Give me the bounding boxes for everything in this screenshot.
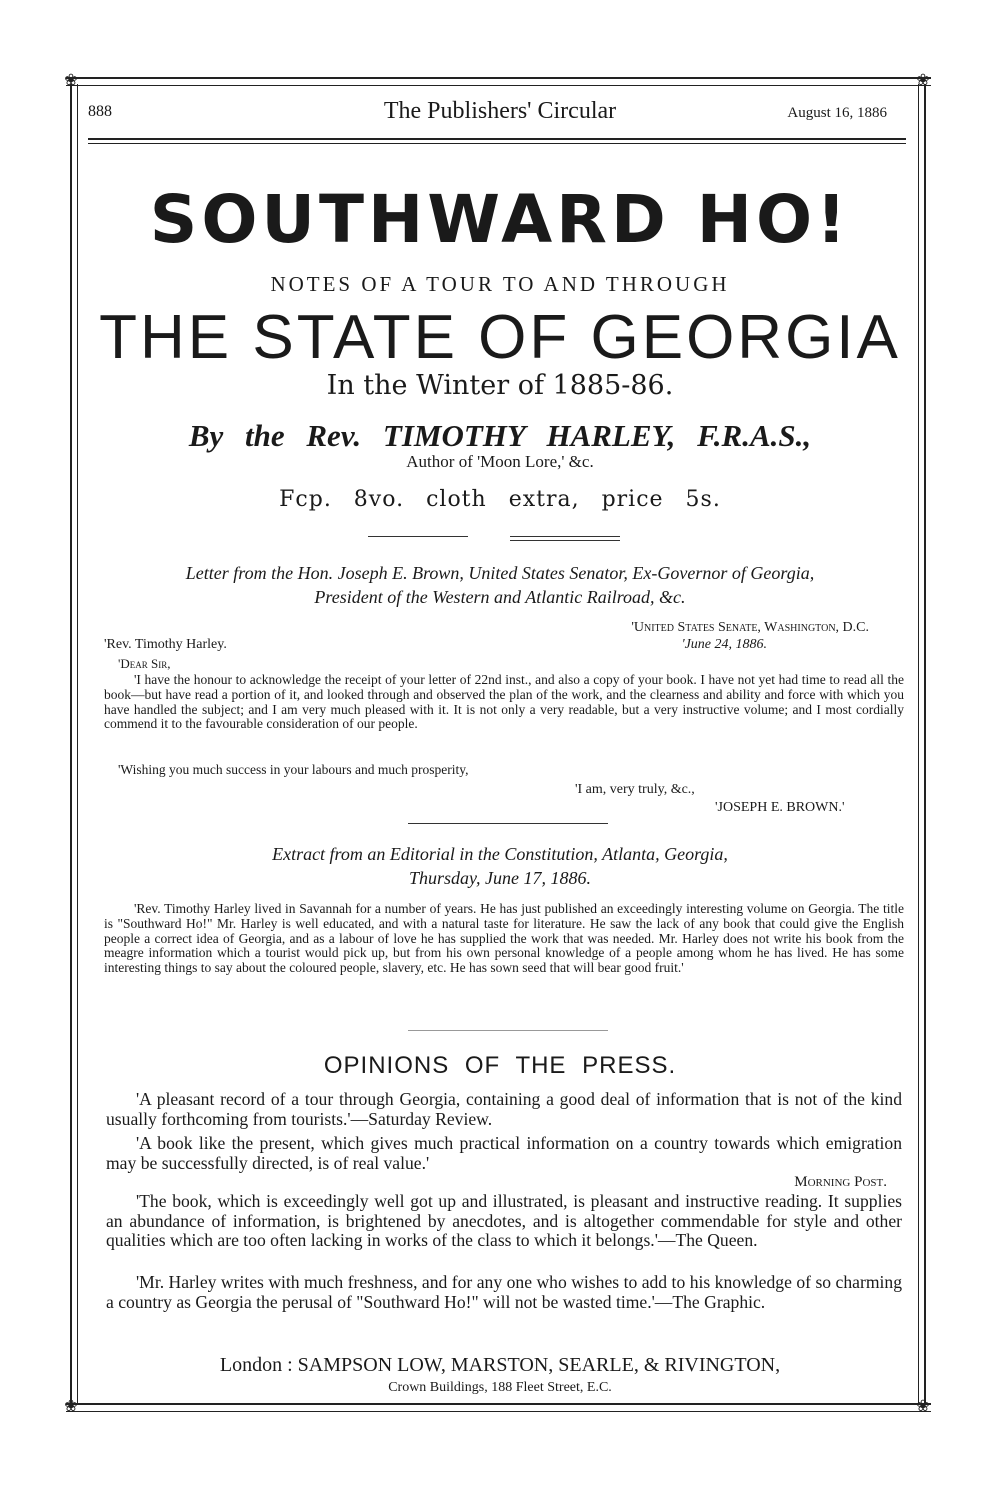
section-rule bbox=[408, 823, 608, 824]
letter-close: 'I am, very truly, &c., bbox=[575, 782, 695, 797]
press-quote: 'Mr. Harley writes with much freshness, and for any one who wishes to add to his knowledge of so charming a country as Georgia the perusal of "Southward Ho!" will not be wasted time.'—The Graphic. bbox=[106, 1272, 902, 1312]
corner-ornament-icon: ❀ bbox=[916, 70, 930, 89]
letter-address: 'United States Senate, Washington, D.C. bbox=[631, 620, 869, 635]
issue-date: August 16, 1886 bbox=[787, 105, 887, 121]
letter-body: 'I have the honour to acknowledge the receipt of your letter of 22nd inst., and also a copy of your book. I have not yet had time to read all the book—but have read a portion of it, and looked through and observed the plan of the work, and the clearness and ability and force with which you have handled the subject; and I am very much pleased with it. It is not only a very readable, but a very instructive volume; and I most cordially commend it to the favourable consideration of our people. bbox=[104, 672, 904, 732]
corner-ornament-icon: ❀ bbox=[916, 1396, 930, 1415]
corner-ornament-icon: ❀ bbox=[64, 1396, 78, 1415]
page-number: 888 bbox=[88, 103, 112, 120]
letter-wishing: 'Wishing you much success in your labours and much prosperity, bbox=[118, 762, 469, 777]
publisher-imprint: London : SAMPSON LOW, MARSTON, SEARLE, & RIVINGTON, bbox=[219, 1354, 781, 1376]
letter-heading-line: Letter from the Hon. Joseph E. Brown, United States Senator, Ex-Governor of Georgia, bbox=[185, 563, 815, 583]
extract-heading bbox=[90, 842, 910, 890]
frame-left-rule bbox=[70, 84, 78, 1404]
advert-subtitle: NOTES OF A TOUR TO AND THROUGH bbox=[270, 272, 730, 296]
state-title: THE STATE OF GEORGIA bbox=[99, 303, 901, 372]
opinions-heading: OPINIONS OF THE PRESS. bbox=[323, 1052, 677, 1079]
publisher-address: Crown Buildings, 188 Fleet Street, E.C. bbox=[388, 1380, 612, 1395]
season-line: In the Winter of 1885-86. bbox=[326, 370, 674, 401]
frame-top-rule bbox=[66, 77, 931, 86]
press-source: Morning Post. bbox=[794, 1174, 887, 1190]
letter-salutation: 'Dear Sir, bbox=[118, 656, 171, 671]
author-of: Author of 'Moon Lore,' &c. bbox=[406, 452, 594, 471]
extract-body: 'Rev. Timothy Harley lived in Savannah for a number of years. He has just published an exceedingly interesting volume on Georgia. The title is "Southward Ho!" Mr. Harley is well educated, and with a natural taste for literature. He saw the lack of any book that could give the English people a correct idea of Georgia, and as a labour of love he has supplied the work that was needed. Mr. Harley does not write his book from the meagre information which a tourist would pick up, but from his own personal knowledge of a people among whom he has lived. He has some interesting things to say about the coloured people, slavery, etc. He has sown seed that will bear good fruit.' bbox=[104, 901, 904, 976]
frame-right-rule bbox=[918, 84, 926, 1404]
advert-title: SOUTHWARD HO! bbox=[149, 181, 851, 258]
running-title: The Publishers' Circular bbox=[383, 98, 617, 124]
header-rule bbox=[88, 138, 906, 144]
letter-date: 'June 24, 1886. bbox=[681, 637, 767, 652]
press-quote: 'The book, which is exceedingly well got up and illustrated, is pleasant and instructive reading. It supplies an abundance of information, is brightened by anecdotes, and is altogether commendable for style and other qualities which are too often lacking in works of the class to which it belongs.'—The Queen. bbox=[106, 1191, 902, 1250]
letter-heading bbox=[90, 561, 910, 609]
frame-bottom-rule bbox=[66, 1403, 931, 1412]
ornament-rule bbox=[368, 536, 468, 537]
letter-signature: 'JOSEPH E. BROWN.' bbox=[715, 800, 845, 815]
format-price: Fcp. 8vo. cloth extra, price 5s. bbox=[279, 487, 721, 512]
byline: By the Rev. TIMOTHY HARLEY, F.R.A.S., bbox=[188, 418, 812, 453]
extract-heading-line: Extract from an Editorial in the Constitution, Atlanta, Georgia, bbox=[272, 844, 728, 864]
letter-recipient: 'Rev. Timothy Harley. bbox=[104, 637, 227, 652]
corner-ornament-icon: ❀ bbox=[64, 70, 78, 89]
extract-heading-line: Thursday, June 17, 1886. bbox=[409, 868, 591, 888]
letter-heading-line: President of the Western and Atlantic Railroad, &c. bbox=[314, 587, 686, 607]
ornament-rule bbox=[510, 536, 620, 537]
ornament-rule bbox=[510, 540, 620, 541]
press-quote: 'A pleasant record of a tour through Georgia, containing a good deal of information that is not of the kind usually forthcoming from tourists.'—Saturday Review. bbox=[106, 1089, 902, 1129]
section-rule bbox=[408, 1030, 608, 1031]
press-quote: 'A book like the present, which gives much practical information on a country towards which emigration may be successfully directed, is of real value.' bbox=[106, 1133, 902, 1173]
